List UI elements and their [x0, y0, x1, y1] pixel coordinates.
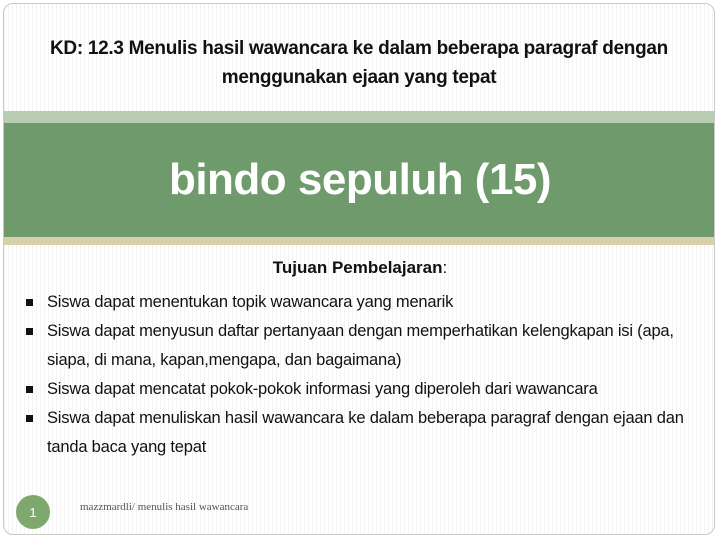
list-item	[24, 317, 704, 375]
list-item-text: Siswa dapat menuliskan hasil wawancara ke dalam beberapa paragraf dengan ejaan dan tanda baca yang tepat	[47, 409, 684, 456]
bullet-icon	[26, 328, 33, 335]
list-item-text: Siswa dapat menentukan topik wawancara yang menarik	[47, 293, 454, 311]
footer-text: mazzmardli/ menulis hasil wawancara	[80, 501, 249, 513]
objectives-heading	[4, 258, 715, 278]
title-band-bottom	[4, 237, 715, 245]
page-number-badge: 1	[16, 495, 50, 529]
list-item-text: Siswa dapat mencatat pokok-pokok informasi yang diperoleh dari wawancara	[47, 380, 598, 398]
objectives-list	[24, 288, 704, 462]
slide-title: bindo sepuluh (15)	[168, 155, 552, 204]
bullet-icon	[26, 415, 33, 422]
objectives-heading-label: Tujuan Pembelajaran	[272, 258, 443, 277]
list-item	[24, 288, 704, 317]
list-item	[24, 404, 704, 462]
list-item	[24, 375, 704, 404]
bullet-icon	[26, 299, 33, 306]
title-band-top	[4, 111, 715, 123]
title-band	[4, 123, 715, 237]
bullet-icon	[26, 386, 33, 393]
objectives-heading-colon: :	[442, 258, 448, 277]
kd-heading: KD: 12.3 Menulis hasil wawancara ke dalam beberapa paragraf dengan menggunakan ejaan yang tepat	[50, 38, 668, 88]
list-item-text: Siswa dapat menyusun daftar pertanyaan dengan memperhatikan kelengkapan isi (apa, siapa, di mana, kapan,mengapa, dan bagaimana)	[47, 322, 674, 369]
slide	[3, 3, 715, 535]
